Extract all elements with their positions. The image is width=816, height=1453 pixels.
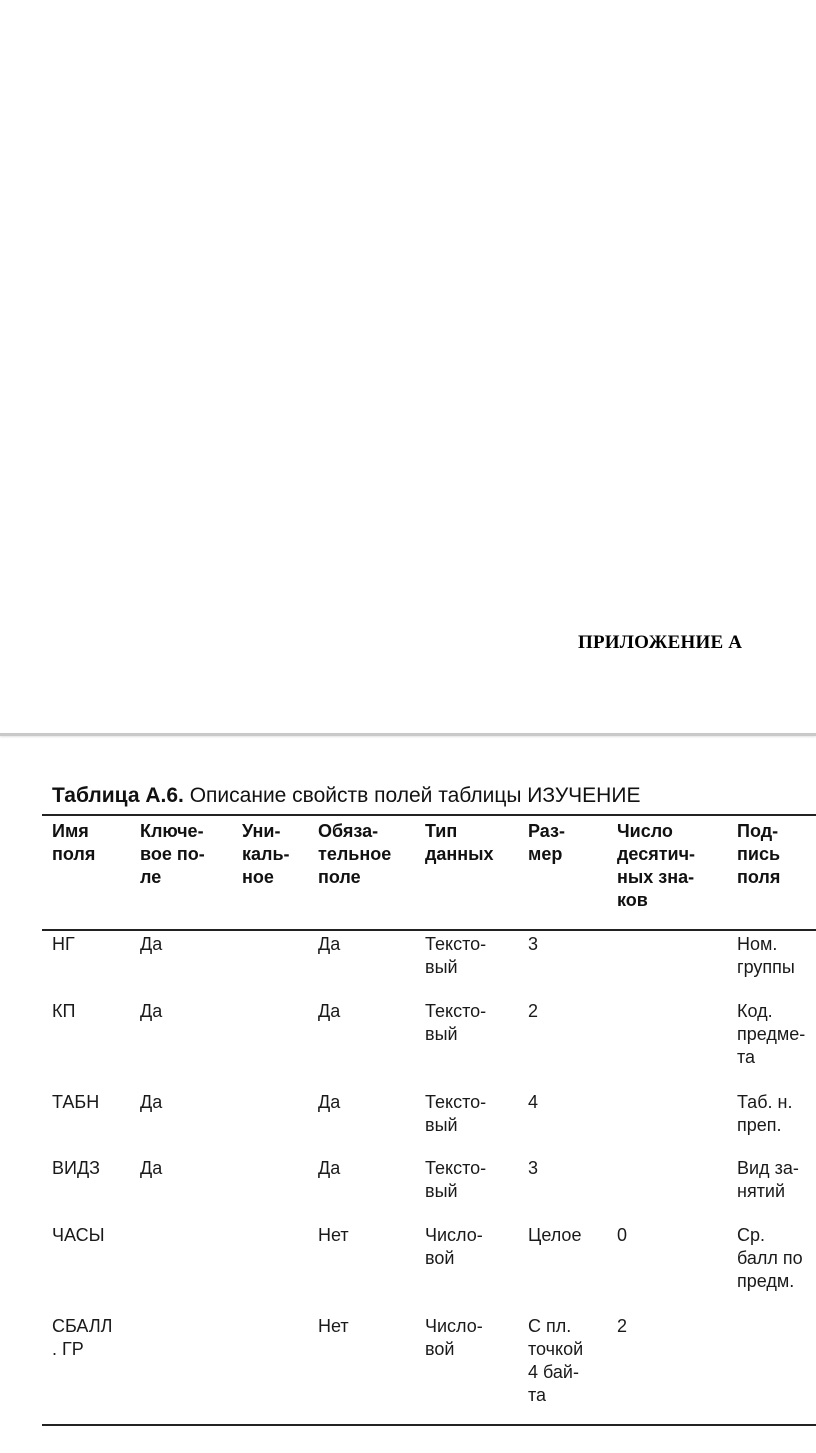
cell-caption: Ном. группы: [737, 934, 795, 977]
cell-field-name: НГ: [52, 934, 75, 954]
cell-size: 2: [528, 1001, 539, 1021]
header-data-type: Тип данных: [425, 821, 494, 864]
cell-size: Целое: [528, 1225, 582, 1245]
header-unique: Уни- каль- ное: [242, 821, 290, 887]
table-caption-label: Таблица А.6.: [52, 784, 184, 807]
cell-required: Да: [318, 1092, 341, 1112]
cell-caption: Вид за- нятий: [737, 1158, 799, 1201]
cell-required: Да: [318, 1158, 341, 1178]
cell-size: С пл. точкой 4 бай- та: [528, 1316, 584, 1405]
cell-decimal-places: 2: [617, 1316, 628, 1336]
cell-data-type: Тексто- вый: [425, 1158, 487, 1201]
header-caption: Под- пись поля: [737, 821, 781, 887]
header-decimal-places: Число десятич- ных зна- ков: [617, 821, 696, 910]
cell-key-field: Да: [140, 1158, 163, 1178]
cell-required: Нет: [318, 1225, 349, 1245]
cell-size: 4: [528, 1092, 539, 1112]
header-required: Обяза- тельное поле: [318, 821, 392, 887]
cell-data-type: Число- вой: [425, 1225, 483, 1268]
cell-decimal-places: 0: [617, 1225, 628, 1245]
table-caption-text: Описание свойств полей таблицы ИЗУЧЕНИЕ: [183, 784, 641, 807]
cell-caption: Таб. н. преп.: [737, 1092, 793, 1135]
header-key-field: Ключе- вое по- ле: [140, 821, 205, 887]
cell-field-name: СБАЛЛ . ГР: [52, 1316, 113, 1359]
cell-caption: Ср. балл по предм.: [737, 1225, 803, 1291]
cell-required: Нет: [318, 1316, 349, 1336]
cell-key-field: Да: [140, 934, 163, 954]
cell-data-type: Число- вой: [425, 1316, 483, 1359]
cell-data-type: Тексто- вый: [425, 1092, 487, 1135]
cell-data-type: Тексто- вый: [425, 934, 487, 977]
appendix-title: ПРИЛОЖЕНИЕ А: [578, 632, 743, 653]
table-header-rule: [42, 929, 816, 931]
header-size: Раз- мер: [528, 821, 565, 864]
cell-field-name: ВИДЗ: [52, 1158, 101, 1178]
table-bottom-rule: [42, 1424, 816, 1426]
cell-caption: Код. предме- та: [737, 1001, 806, 1067]
table-top-rule: [42, 814, 816, 816]
table-caption: [52, 784, 640, 808]
page-divider: [0, 733, 816, 736]
cell-size: 3: [528, 1158, 539, 1178]
cell-data-type: Тексто- вый: [425, 1001, 487, 1044]
cell-field-name: КП: [52, 1001, 76, 1021]
cell-required: Да: [318, 1001, 341, 1021]
cell-key-field: Да: [140, 1092, 163, 1112]
cell-field-name: ЧАСЫ: [52, 1225, 105, 1245]
cell-field-name: ТАБН: [52, 1092, 100, 1112]
cell-size: 3: [528, 934, 539, 954]
cell-key-field: Да: [140, 1001, 163, 1021]
header-field-name: Имя поля: [52, 821, 96, 864]
cell-required: Да: [318, 934, 341, 954]
